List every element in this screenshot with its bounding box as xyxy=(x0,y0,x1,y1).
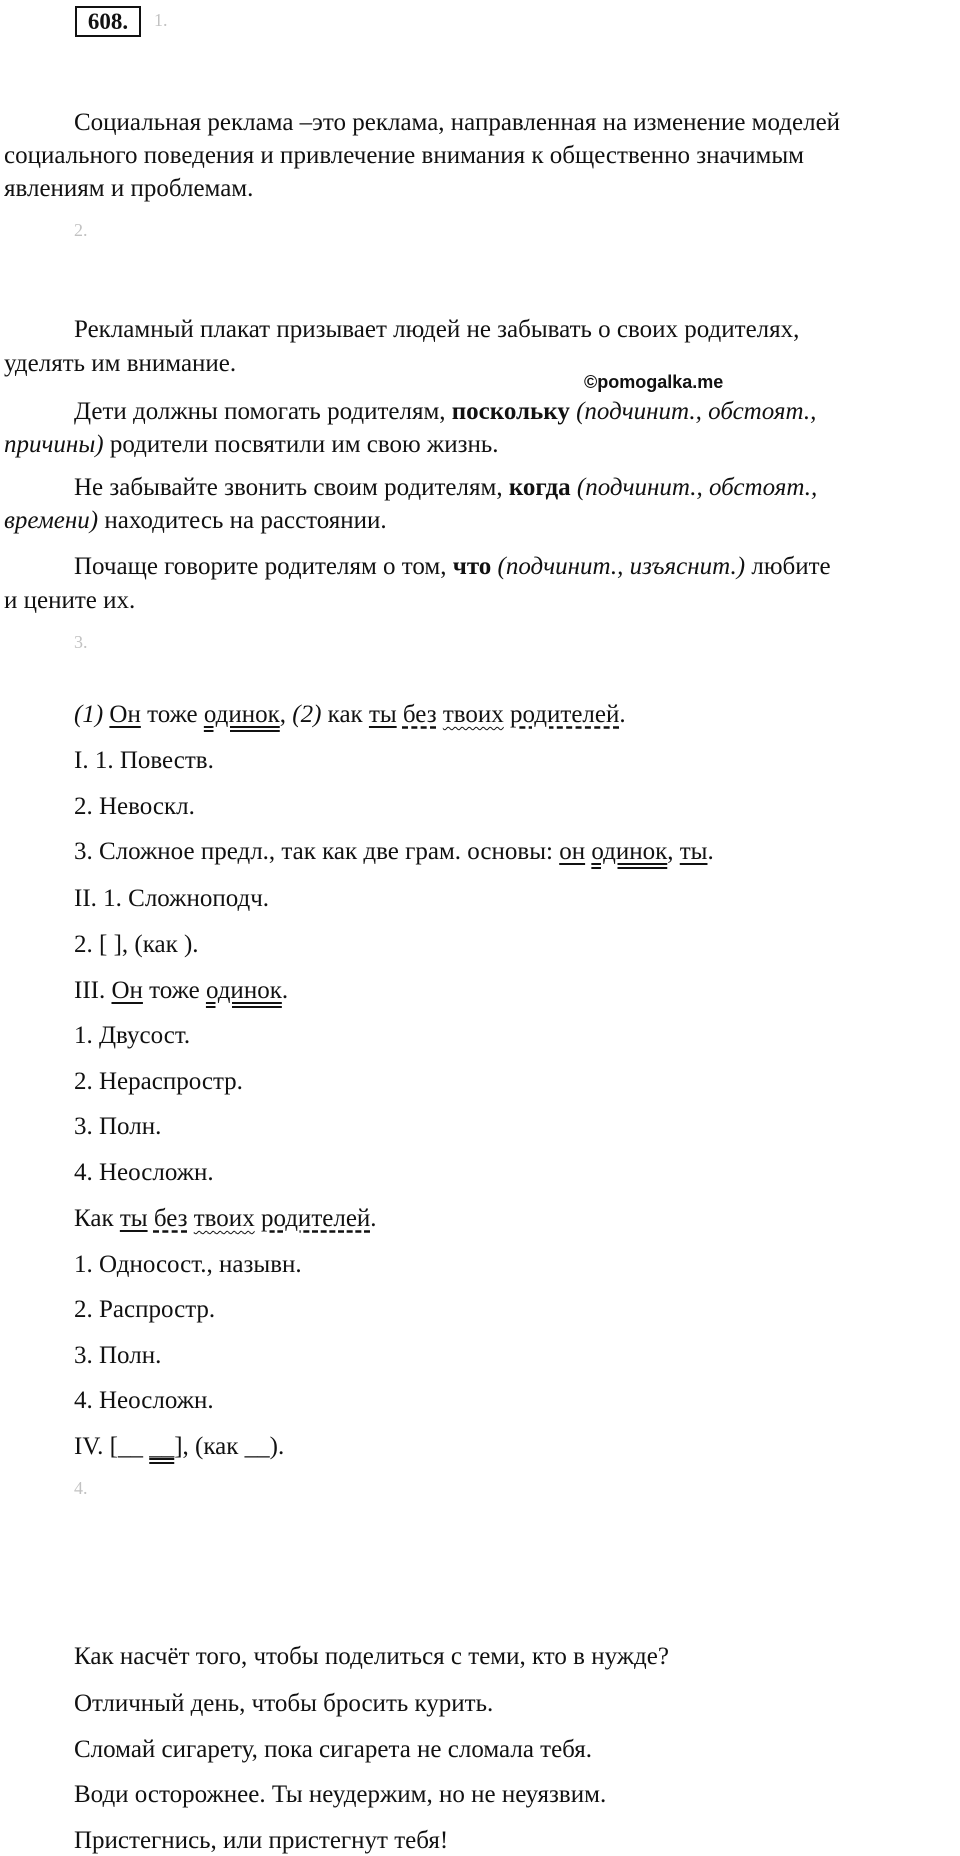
slogan-3: Сломай сигарету, пока сигарета не сломала тебя. xyxy=(74,1736,593,1763)
conjunction-kogda: когда xyxy=(508,474,571,501)
s1-line-1: Социальная реклама –это реклама, направленная на изменение моделей xyxy=(74,109,841,136)
analysis-line-9: 3. Полн. xyxy=(74,1113,162,1140)
s1-line-3: явлениям и проблемам. xyxy=(4,175,254,202)
s1-line-2: социального поведения и привлечение внимания к общественно значимым xyxy=(4,142,804,169)
parsed-sentence: (1) Он тоже одинок, (2) как ты без твоих родителей. xyxy=(74,701,626,728)
conjunction-chto: что xyxy=(452,553,492,580)
s2-p3-line-1: Не забывайте звонить своим родителям, когда (подчинит., обстоят., xyxy=(74,474,818,501)
scheme-line: IV. [__ __], (как __). xyxy=(74,1433,285,1460)
attribute-tvoih: твоих xyxy=(442,701,504,728)
analysis-line-10: 4. Неосложн. xyxy=(74,1159,214,1186)
analysis-line-1: I. 1. Повеств. xyxy=(74,747,214,774)
object-bez: без xyxy=(402,701,437,728)
analysis-line-8: 2. Нераспростр. xyxy=(74,1068,243,1095)
s2-p4-line-1: Почаще говорите родителям о том, что (подчинит., изъяснит.) любите xyxy=(74,553,831,580)
subject-ty: ты xyxy=(368,701,397,728)
s2-p2-line-2: причины) родители посвятили им свою жизнь. xyxy=(4,431,499,458)
slogan-4: Води осторожнее. Ты неудержим, но не неуязвим. xyxy=(74,1781,607,1808)
analysis-line-11: Как ты без твоих родителей. xyxy=(74,1205,377,1232)
task-number-3: 3. xyxy=(74,632,88,652)
task-number-2: 2. xyxy=(74,220,88,240)
analysis-line-14: 3. Полн. xyxy=(74,1342,162,1369)
slogan-2: Отличный день, чтобы бросить курить. xyxy=(74,1690,494,1717)
s2-p1-line-1: Рекламный плакат призывает людей не забывать о своих родителях, xyxy=(74,316,800,343)
watermark: ©pomogalka.me xyxy=(584,372,724,392)
exercise-number-box xyxy=(75,6,141,37)
exercise-number: 608. xyxy=(87,9,129,34)
analysis-line-4: II. 1. Сложноподч. xyxy=(74,885,270,912)
analysis-line-15: 4. Неосложн. xyxy=(74,1387,214,1414)
analysis-line-3: 3. Сложное предл., так как две грам. основы: он одинок, ты. xyxy=(74,838,714,865)
s2-p4-line-2: и цените их. xyxy=(4,587,136,614)
analysis-line-6: III. Он тоже одинок. xyxy=(74,977,289,1004)
slogan-1: Как насчёт того, чтобы поделиться с теми, кто в нужде? xyxy=(74,1643,669,1670)
subject-on: Он xyxy=(109,701,141,728)
analysis-line-7: 1. Двусост. xyxy=(74,1022,191,1049)
analysis-line-2: 2. Невоскл. xyxy=(74,793,195,820)
conjunction-poskolku: поскольку xyxy=(451,398,570,425)
slogan-5: Пристегнись, или пристегнут тебя! xyxy=(74,1827,449,1854)
s2-p1-line-2: уделять им внимание. xyxy=(4,350,237,377)
analysis-line-5: 2. [ ], (как ). xyxy=(74,931,199,958)
analysis-line-13: 2. Распростр. xyxy=(74,1296,216,1323)
s2-p3-line-2: времени) находитесь на расстоянии. xyxy=(4,507,387,534)
task-number-1: 1. xyxy=(154,10,168,30)
analysis-line-12: 1. Односост., назывн. xyxy=(74,1251,302,1278)
predicate-odinok: одинок xyxy=(203,701,280,728)
s2-p2-line-1: Дети должны помогать родителям, поскольку (подчинит., обстоят., xyxy=(74,398,817,425)
task-number-4: 4. xyxy=(74,1478,88,1498)
object-roditeley: родителей xyxy=(510,701,620,728)
